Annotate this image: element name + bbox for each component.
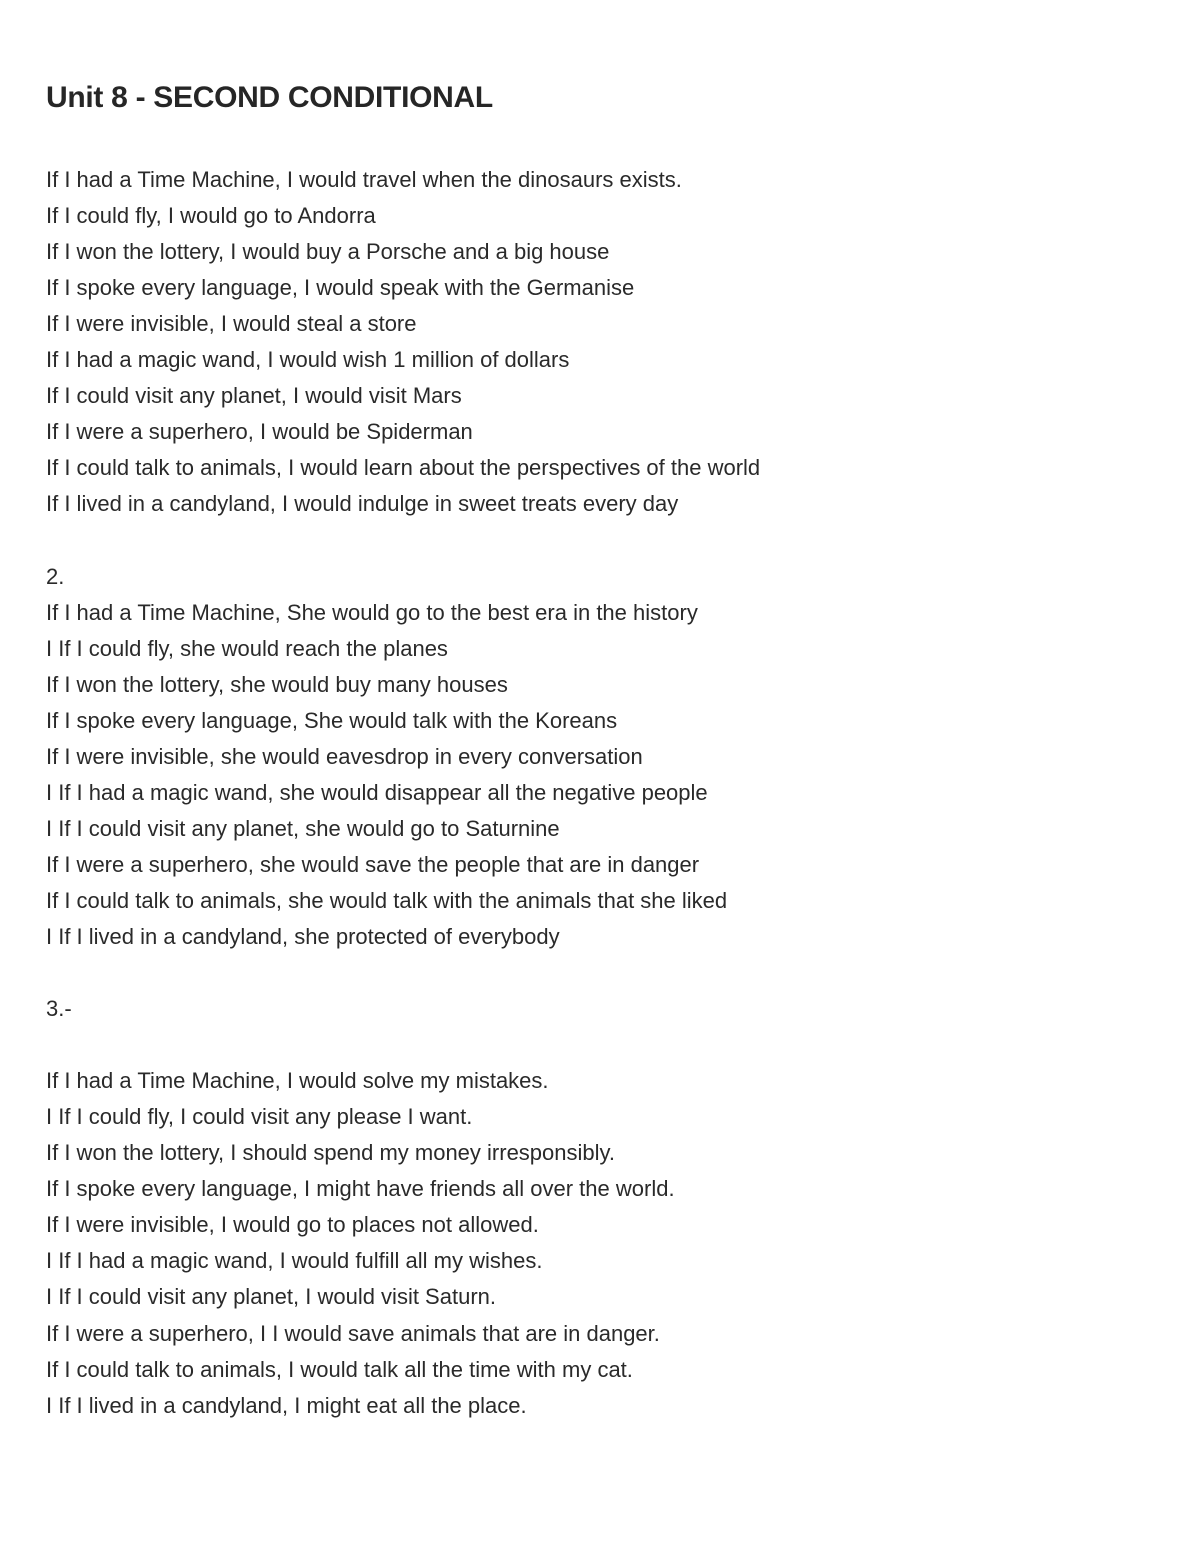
section-1 bbox=[46, 162, 1156, 522]
sentence-line: I If I could visit any planet, she would go to Saturnine bbox=[46, 815, 560, 841]
sentence-line: If I could talk to animals, she would talk with the animals that she liked bbox=[46, 887, 728, 913]
sentence-line: I If I lived in a candyland, she protected of everybody bbox=[46, 923, 560, 949]
sentence-line: If I could visit any planet, I would visit Mars bbox=[46, 383, 462, 409]
sentence-line: If I won the lottery, I should spend my money irresponsibly. bbox=[46, 1140, 616, 1166]
sentence-line: If I could talk to animals, I would talk all the time with my cat. bbox=[46, 1356, 633, 1382]
sentence-line: If I spoke every language, I would speak with the Germanise bbox=[46, 275, 635, 301]
sentence-line: If I had a magic wand, I would wish 1 million of dollars bbox=[46, 347, 570, 373]
document-title: Unit 8 - SECOND CONDITIONAL bbox=[46, 81, 493, 114]
section-3 bbox=[46, 991, 1156, 1424]
sentence-line: If I could talk to animals, I would learn about the perspectives of the world bbox=[46, 455, 761, 481]
sentence-line: If I were invisible, she would eavesdrop in every conversation bbox=[46, 743, 643, 769]
sentence-line: If I had a Time Machine, She would go to the best era in the history bbox=[46, 599, 698, 625]
sentence-line: If I were a superhero, she would save the people that are in danger bbox=[46, 851, 700, 877]
sentence-line: I If I lived in a candyland, I might eat all the place. bbox=[46, 1392, 527, 1418]
sentence-line: If I were invisible, I would go to places not allowed. bbox=[46, 1212, 539, 1238]
document-page bbox=[46, 78, 1156, 1424]
spacer bbox=[46, 522, 1156, 558]
section-heading: 3.- bbox=[46, 996, 72, 1022]
sentence-line: If I had a Time Machine, I would travel when the dinosaurs exists. bbox=[46, 167, 682, 192]
section-heading: 2. bbox=[46, 563, 65, 589]
sentence-line: If I were a superhero, I I would save animals that are in danger. bbox=[46, 1320, 660, 1346]
sentence-line: If I were invisible, I would steal a store bbox=[46, 311, 417, 337]
sentence-line: If I won the lottery, she would buy many houses bbox=[46, 671, 508, 697]
sentence-line: If I spoke every language, I might have friends all over the world. bbox=[46, 1176, 675, 1202]
sentence-line: If I lived in a candyland, I would indulge in sweet treats every day bbox=[46, 491, 679, 517]
sentence-line: If I had a Time Machine, I would solve my mistakes. bbox=[46, 1068, 549, 1094]
sentence-line: If I won the lottery, I would buy a Porsche and a big house bbox=[46, 239, 610, 265]
sentence-line: If I spoke every language, She would talk with the Koreans bbox=[46, 707, 618, 733]
sentence-line: I If I had a magic wand, she would disappear all the negative people bbox=[46, 779, 708, 805]
spacer bbox=[46, 1027, 1156, 1063]
sentence-line: I If I had a magic wand, I would fulfill all my wishes. bbox=[46, 1248, 543, 1274]
section-2 bbox=[46, 559, 1156, 956]
sentence-line: If I were a superhero, I would be Spiderman bbox=[46, 419, 473, 445]
sentence-line: If I could fly, I would go to Andorra bbox=[46, 203, 376, 229]
spacer bbox=[46, 955, 1156, 991]
sentence-line: I If I could visit any planet, I would visit Saturn. bbox=[46, 1284, 496, 1310]
sentence-line: I If I could fly, she would reach the planes bbox=[46, 635, 448, 661]
sentence-line: I If I could fly, I could visit any please I want. bbox=[46, 1104, 473, 1130]
